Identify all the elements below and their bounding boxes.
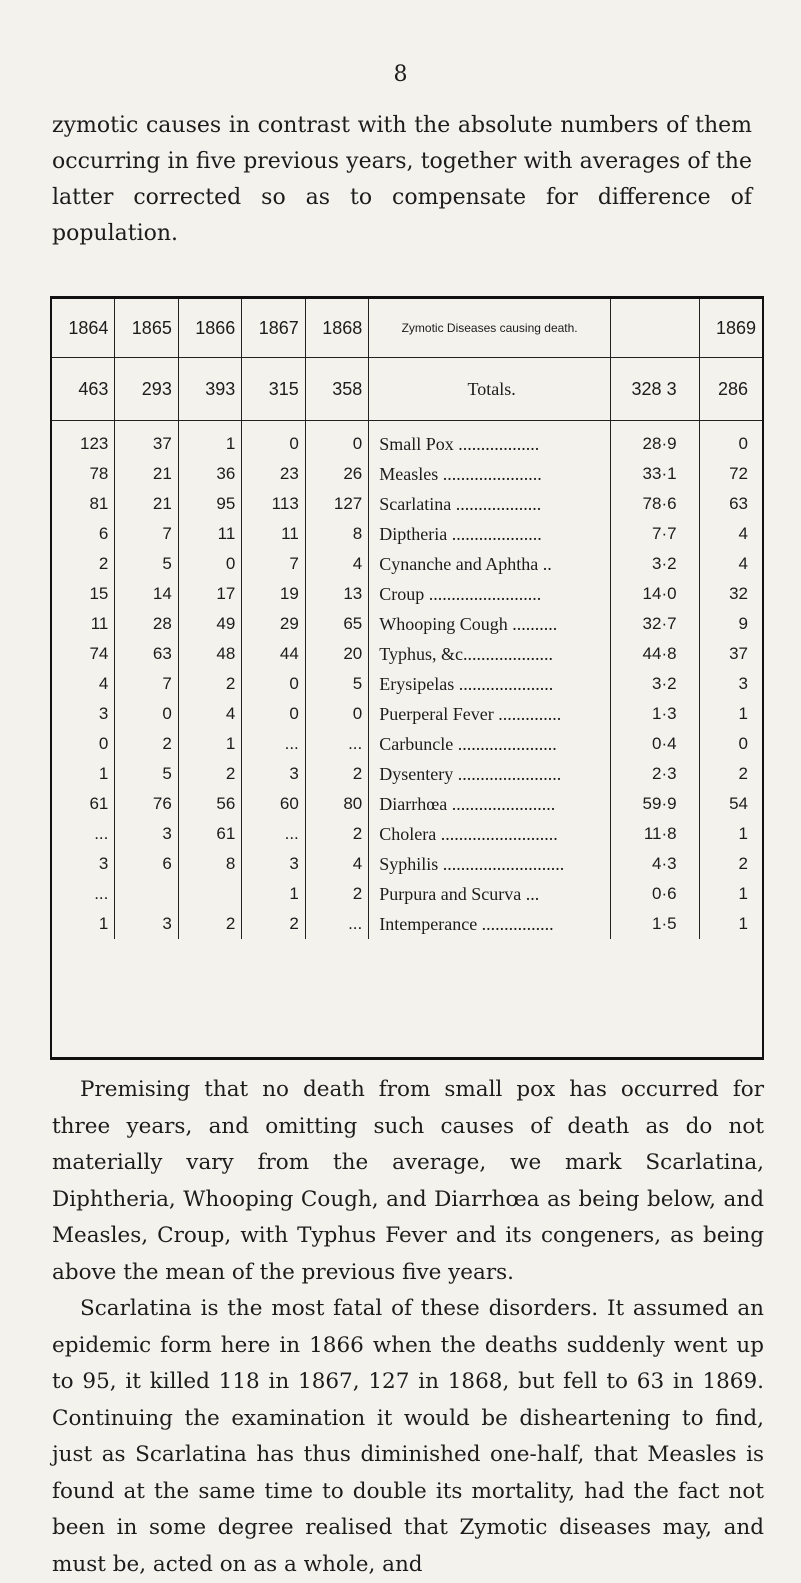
year-value-cell: 28 — [115, 609, 178, 639]
year-value-cell: 1 — [178, 729, 241, 759]
year-value-cell: 3 — [242, 759, 305, 789]
year-value-cell: 11 — [242, 519, 305, 549]
year-value-cell: 78 — [52, 459, 115, 489]
year-value-cell: 3 — [115, 909, 178, 939]
year-value-cell: 2 — [305, 819, 368, 849]
value-1869: 54 — [729, 794, 748, 813]
average-value: 1·3 — [610, 699, 699, 729]
table-header-row — [52, 299, 762, 358]
year-value-cell: 80 — [305, 789, 368, 819]
average-value: 2·3 — [610, 759, 699, 789]
paragraph: Premising that no death from small pox has occurred for three years, and omitting such causes of death as do not materially vary from the average, we mark Scarlatina, Diphtheria, Whooping Cough, and Diarrhœa as being below, and Measles, Croup, with Typhus Fever and its congeners, as being above the mean of the previous five years. — [52, 1077, 764, 1285]
year-value-cell: 6 — [52, 519, 115, 549]
totals-cell: 393 — [178, 358, 241, 421]
table-row — [52, 639, 762, 669]
year-value-cell: ... — [305, 729, 368, 759]
year-value-cell: 36 — [178, 459, 241, 489]
year-value-cell: 2 — [242, 909, 305, 939]
value-1869: 2 — [738, 764, 748, 783]
value-1869: 2 — [738, 854, 748, 873]
year-value-cell: 0 — [242, 699, 305, 729]
year-value-cell: 123 — [52, 421, 115, 460]
year-value-cell: 2 — [52, 549, 115, 579]
average-value: 33·1 — [610, 459, 699, 489]
year-value-cell: 48 — [178, 639, 241, 669]
year-value-cell: 76 — [115, 789, 178, 819]
disease-name: Dysentery ....................... — [369, 759, 611, 789]
year-value-cell: 0 — [52, 729, 115, 759]
year-value-cell: 0 — [305, 699, 368, 729]
year-value-cell: 4 — [178, 699, 241, 729]
disease-name: Syphilis ........................... — [369, 849, 611, 879]
value-1869: 72 — [729, 464, 748, 483]
year-value-cell: 74 — [52, 639, 115, 669]
year-value-cell: 20 — [305, 639, 368, 669]
table-row — [52, 699, 762, 729]
year-value-cell: 23 — [242, 459, 305, 489]
year-value-cell: 3 — [242, 849, 305, 879]
year-value-cell: 0 — [242, 669, 305, 699]
year-value-cell: 0 — [242, 421, 305, 460]
year-value-cell: 2 — [305, 759, 368, 789]
table-row — [52, 909, 762, 939]
table-row — [52, 489, 762, 519]
year-value-cell: 4 — [305, 849, 368, 879]
year-value-cell: 37 — [115, 421, 178, 460]
average-value: 1·5 — [610, 909, 699, 939]
year-value-cell: 3 — [52, 849, 115, 879]
disease-name: Intemperance ................ — [369, 909, 611, 939]
year-value-cell: 19 — [242, 579, 305, 609]
year-value-cell: 15 — [52, 579, 115, 609]
year-value-cell: ... — [242, 729, 305, 759]
year-value-cell: 81 — [52, 489, 115, 519]
disease-name: Scarlatina ................... — [369, 489, 611, 519]
table-row — [52, 421, 762, 460]
year-value-cell: 17 — [178, 579, 241, 609]
table-row — [52, 669, 762, 699]
year-value-cell: 61 — [52, 789, 115, 819]
year-value-cell: 5 — [115, 759, 178, 789]
year-value-cell: 2 — [178, 759, 241, 789]
year-value-cell: 2 — [178, 669, 241, 699]
table-row — [52, 849, 762, 879]
totals-1869: 286 — [699, 358, 762, 421]
average-value: 11·8 — [610, 819, 699, 849]
value-1869: 1 — [738, 704, 748, 723]
table-row — [52, 459, 762, 489]
year-value-cell: ... — [52, 819, 115, 849]
totals-label: Totals. — [369, 358, 611, 421]
totals-row — [52, 358, 762, 421]
year-value-cell: 6 — [115, 849, 178, 879]
disease-name: Croup ......................... — [369, 579, 611, 609]
year-value-cell: 61 — [178, 819, 241, 849]
year-value-cell: 13 — [305, 579, 368, 609]
year-value-cell: 113 — [242, 489, 305, 519]
value-1869: 0 — [738, 734, 748, 753]
average-value: 7·7 — [610, 519, 699, 549]
year-header: 1865 — [115, 299, 178, 358]
year-value-cell: 8 — [305, 519, 368, 549]
year-header: 1864 — [52, 299, 115, 358]
year-value-cell: ... — [305, 909, 368, 939]
year-value-cell: 2 — [178, 909, 241, 939]
year-value-cell: 14 — [115, 579, 178, 609]
average-value: 14·0 — [610, 579, 699, 609]
disease-name: Carbuncle ...................... — [369, 729, 611, 759]
year-value-cell: 1 — [242, 879, 305, 909]
table-row — [52, 729, 762, 759]
value-1869: 9 — [738, 614, 748, 633]
disease-name: Cholera .......................... — [369, 819, 611, 849]
year-value-cell: 49 — [178, 609, 241, 639]
body-text — [52, 1072, 764, 1583]
totals-average: 328 3 — [610, 358, 699, 421]
table-row — [52, 759, 762, 789]
disease-name: Diptheria .................... — [369, 519, 611, 549]
disease-name: Typhus, &c.................... — [369, 639, 611, 669]
value-1869: 1 — [738, 824, 748, 843]
disease-name: Whooping Cough .......... — [369, 609, 611, 639]
value-1869: 37 — [729, 644, 748, 663]
totals-cell: 358 — [305, 358, 368, 421]
value-1869: 0 — [738, 434, 748, 453]
disease-name: Measles ...................... — [369, 459, 611, 489]
paragraph: Scarlatina is the most fatal of these disorders. It assumed an epidemic form here in 1866 when the deaths suddenly went up to 95, it killed 118 in 1867, 127 in 1868, but fell to 63 in 1869. Continuing the examination it would be disheartening to find, just as Scarlatina has thus diminished one-half, that Measles is found at the same time to double its mortality, had the fact not been in some degree realised that Zymotic diseases may, and must be, acted on as a whole, and — [52, 1296, 764, 1577]
year-value-cell: 2 — [115, 729, 178, 759]
disease-name: Cynanche and Aphtha .. — [369, 549, 611, 579]
year-value-cell: 2 — [305, 879, 368, 909]
year-value-cell: 44 — [242, 639, 305, 669]
value-1869: 4 — [738, 524, 748, 543]
year-value-cell: 0 — [115, 699, 178, 729]
average-value: 0·6 — [610, 879, 699, 909]
totals-cell: 293 — [115, 358, 178, 421]
value-1869: 63 — [729, 494, 748, 513]
table-row — [52, 579, 762, 609]
year-1869-header: 1869 — [715, 317, 756, 338]
value-1869: 32 — [729, 584, 748, 603]
value-1869: 1 — [738, 914, 748, 933]
mortality-table — [50, 296, 764, 1060]
disease-column-header: Zymotic Diseases causing death. — [369, 299, 611, 358]
average-value: 78·6 — [610, 489, 699, 519]
year-value-cell — [115, 879, 178, 909]
year-value-cell: 7 — [115, 519, 178, 549]
year-value-cell: 0 — [178, 549, 241, 579]
year-value-cell: 8 — [178, 849, 241, 879]
year-header: 1866 — [178, 299, 241, 358]
table-row — [52, 789, 762, 819]
year-header: 1867 — [242, 299, 305, 358]
table-row — [52, 879, 762, 909]
year-value-cell: 11 — [178, 519, 241, 549]
year-value-cell: ... — [52, 879, 115, 909]
year-value-cell: 3 — [115, 819, 178, 849]
year-value-cell: 1 — [52, 759, 115, 789]
disease-name: Erysipelas ..................... — [369, 669, 611, 699]
year-value-cell: 21 — [115, 489, 178, 519]
year-value-cell: 0 — [305, 421, 368, 460]
average-value: 0·4 — [610, 729, 699, 759]
average-value: 44·8 — [610, 639, 699, 669]
value-1869: 3 — [738, 674, 748, 693]
year-value-cell: 56 — [178, 789, 241, 819]
year-value-cell: 4 — [52, 669, 115, 699]
disease-name: Purpura and Scurva ... — [369, 879, 611, 909]
year-value-cell — [178, 879, 241, 909]
year-value-cell: 11 — [52, 609, 115, 639]
disease-name: Puerperal Fever .............. — [369, 699, 611, 729]
year-value-cell: 29 — [242, 609, 305, 639]
year-value-cell: 95 — [178, 489, 241, 519]
year-value-cell: 65 — [305, 609, 368, 639]
totals-cell: 315 — [242, 358, 305, 421]
value-1869: 4 — [738, 554, 748, 573]
table-row — [52, 549, 762, 579]
table-row — [52, 609, 762, 639]
year-value-cell: 21 — [115, 459, 178, 489]
year-value-cell: 3 — [52, 699, 115, 729]
year-value-cell: 1 — [178, 421, 241, 460]
value-1869: 1 — [738, 884, 748, 903]
year-value-cell: 5 — [305, 669, 368, 699]
average-value: 32·7 — [610, 609, 699, 639]
average-value: 3·2 — [610, 549, 699, 579]
year-value-cell: 4 — [305, 549, 368, 579]
page-number: 8 — [393, 62, 408, 87]
year-value-cell: 60 — [242, 789, 305, 819]
disease-name: Small Pox .................. — [369, 421, 611, 460]
average-value: 59·9 — [610, 789, 699, 819]
average-value: 4·3 — [610, 849, 699, 879]
table-row — [52, 819, 762, 849]
year-value-cell: 127 — [305, 489, 368, 519]
table-row — [52, 519, 762, 549]
totals-cell: 463 — [52, 358, 115, 421]
average-value: 3·2 — [610, 669, 699, 699]
year-value-cell: 1 — [52, 909, 115, 939]
year-value-cell: 26 — [305, 459, 368, 489]
year-value-cell: 63 — [115, 639, 178, 669]
year-value-cell: 7 — [242, 549, 305, 579]
intro-paragraph: zymotic causes in contrast with the absolute numbers of them occurring in five previous years, together with averages of the latter corrected so as to compensate for difference of population. — [52, 113, 752, 246]
average-column-header — [610, 299, 699, 358]
year-value-cell: ... — [242, 819, 305, 849]
year-header: 1868 — [305, 299, 368, 358]
year-value-cell: 7 — [115, 669, 178, 699]
year-value-cell: 5 — [115, 549, 178, 579]
average-value: 28·9 — [610, 421, 699, 460]
disease-name: Diarrhœa ....................... — [369, 789, 611, 819]
